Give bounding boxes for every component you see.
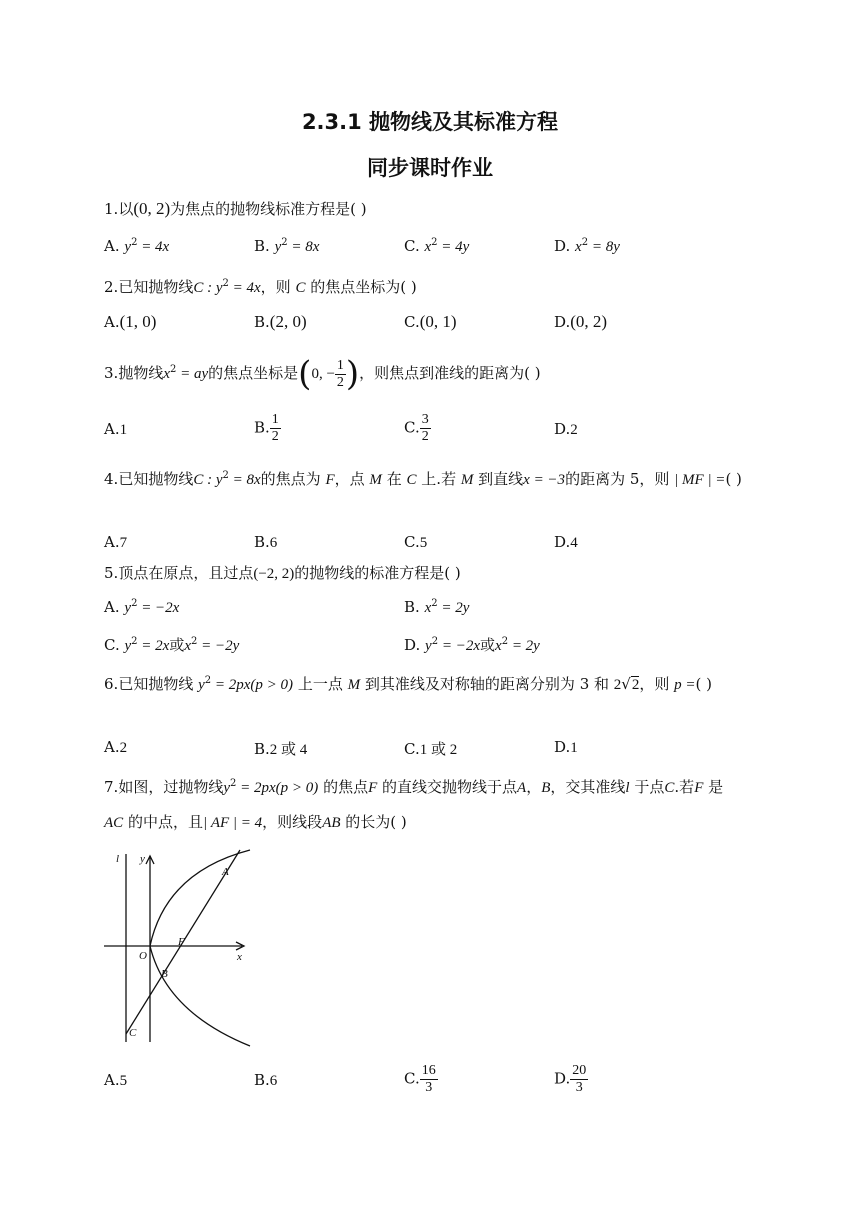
question-number: 1. bbox=[104, 200, 119, 218]
option-b[interactable]: B.6 bbox=[254, 533, 278, 551]
option-b[interactable]: B. $x^2 = 2y$ bbox=[404, 598, 470, 616]
option-b[interactable]: B.2 或 4 bbox=[254, 740, 308, 758]
option-c[interactable]: C.5 bbox=[404, 533, 428, 551]
option-c[interactable]: C. $\frac{3}{2}$ bbox=[404, 412, 429, 444]
parabola-figure bbox=[104, 846, 264, 1056]
option-c[interactable]: C. $y^2 = 2x$或$x^2 = -2y$ bbox=[104, 636, 240, 654]
label-x: x bbox=[237, 951, 242, 963]
label-y: y bbox=[140, 853, 145, 865]
question-3: 3.抛物线$x^2$ = ay的焦点坐标是(0, − $\frac{1}{2}$ )，则焦点到准线的距离为( ) bbox=[104, 354, 541, 394]
page-title: 2.3.1 抛物线及其标准方程 bbox=[301, 110, 559, 134]
question-4: 4.已知抛物线C : $y^2 = 8x$的焦点为 F，点 M 在 C 上.若 M 到直线x = −3的距离为 5，则 | MF | =( ) bbox=[104, 470, 742, 488]
option-b[interactable]: B.(2, 0) bbox=[254, 312, 307, 331]
option-d[interactable]: D.2 bbox=[554, 420, 578, 438]
question-2: 2.已知抛物线C : $y^2 = 4x$，则 C 的焦点坐标为( ) bbox=[104, 278, 417, 296]
option-d[interactable]: D.(0, 2) bbox=[554, 312, 608, 331]
option-a[interactable]: A. $y^2 = -2x$ bbox=[104, 598, 180, 616]
page-subtitle: 同步课时作业 bbox=[367, 156, 493, 180]
question-2-options bbox=[104, 312, 744, 336]
option-a[interactable]: A.5 bbox=[104, 1071, 128, 1089]
option-a[interactable]: A.1 bbox=[104, 420, 128, 438]
label-c: C bbox=[129, 1027, 137, 1039]
option-c[interactable]: C. $\frac{16}{3}$ bbox=[404, 1063, 436, 1095]
label-f: F bbox=[178, 936, 185, 948]
question-6: 6.已知抛物线 $y^2 = 2px(p > 0)$ 上一点 M 到其准线及对称轴的距离分别为 3 和 2√2，则 p =( ) bbox=[104, 675, 713, 693]
option-a[interactable]: A.7 bbox=[104, 533, 128, 551]
question-1-options bbox=[104, 237, 744, 261]
option-d[interactable]: D.1 bbox=[554, 738, 578, 756]
option-c[interactable]: C. $x^2 = 4y$ bbox=[404, 237, 470, 255]
parabola-curve bbox=[150, 850, 250, 1046]
question-4-options bbox=[104, 533, 744, 557]
option-d[interactable]: D.4 bbox=[554, 533, 578, 551]
option-d[interactable]: D. $\frac{20}{3}$ bbox=[554, 1063, 587, 1095]
option-d[interactable]: D. $x^2 = 8y$ bbox=[554, 237, 620, 255]
option-d[interactable]: D. $y^2 = -2x$或$x^2 = 2y$ bbox=[404, 636, 540, 654]
question-1: 1.以(0, 2)为焦点的抛物线标准方程是( ) bbox=[104, 199, 367, 218]
label-l: l bbox=[116, 853, 120, 865]
question-6-options bbox=[104, 738, 744, 762]
question-5-options-row-1 bbox=[104, 598, 744, 622]
option-b[interactable]: B.6 bbox=[254, 1071, 278, 1089]
question-7-options bbox=[104, 1063, 744, 1103]
option-a[interactable]: A.2 bbox=[104, 738, 128, 756]
question-3-options bbox=[104, 412, 744, 452]
option-c[interactable]: C.1 或 2 bbox=[404, 740, 458, 758]
question-5: 5.顶点在原点，且过点(−2, 2)的抛物线的标准方程是( ) bbox=[104, 564, 461, 582]
label-a: A bbox=[222, 866, 229, 878]
option-b[interactable]: B. $y^2 = 8x$ bbox=[254, 237, 320, 255]
option-a[interactable]: A.(1, 0) bbox=[104, 312, 157, 331]
option-c[interactable]: C.(0, 1) bbox=[404, 312, 457, 331]
question-5-options-row-2 bbox=[104, 634, 744, 658]
option-a[interactable]: A. $y^2 = 4x$ bbox=[104, 237, 170, 255]
question-7: 7.如图，过抛物线$y^2 = 2px(p > 0)$ 的焦点F 的直线交抛物线于点A，B，交其准线l 于点C.若F 是 AC 的中点，且| AF | = 4，则线段AB 的长为( ) bbox=[104, 778, 724, 831]
option-b[interactable]: B. $\frac{1}{2}$ bbox=[254, 412, 279, 444]
label-b: B bbox=[161, 968, 168, 980]
label-o: O bbox=[139, 950, 147, 962]
